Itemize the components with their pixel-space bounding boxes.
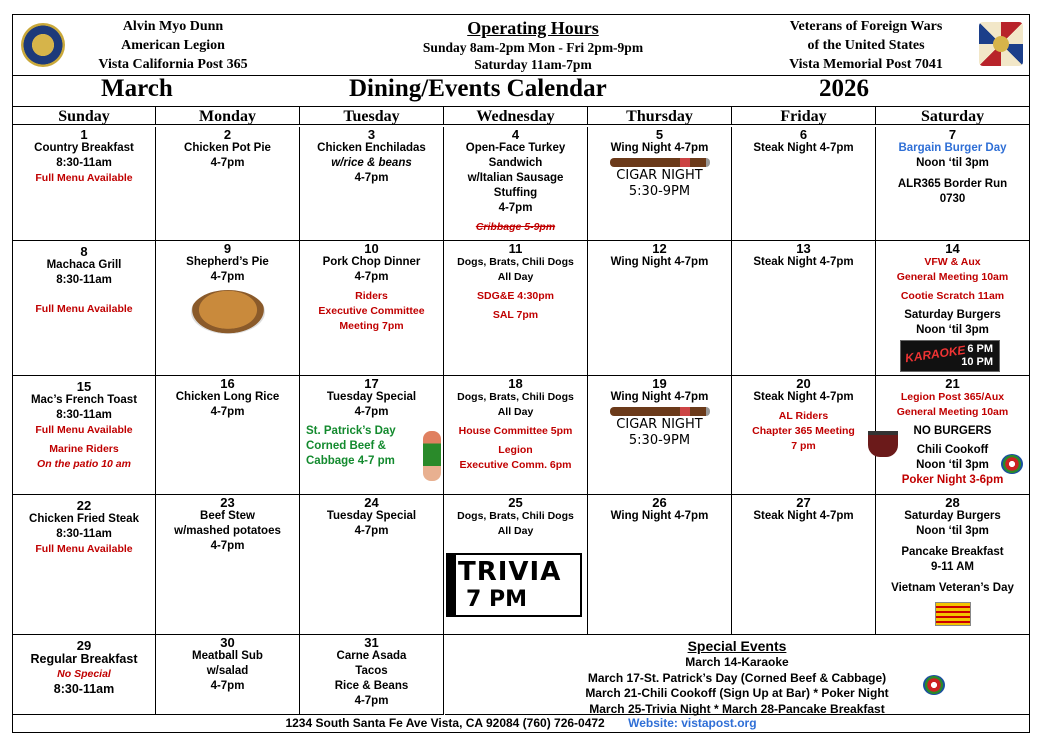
menu-note: Full Menu Available — [35, 172, 133, 184]
menu-item: Steak Night 4-7pm — [753, 256, 854, 268]
day-header-friday: Friday — [732, 107, 876, 125]
day-cell-10 — [300, 241, 444, 376]
event-st-patricks-time: Cabbage 4-7 pm — [306, 455, 395, 467]
day-number: 25 — [508, 495, 523, 510]
menu-note: Full Menu Available — [35, 303, 133, 315]
day-cell-11 — [444, 241, 588, 376]
menu-item-line: Sandwich — [488, 157, 543, 169]
event-marine-riders-time: On the patio 10 am — [37, 458, 131, 470]
menu-item: Wing Night 4-7pm — [610, 510, 709, 522]
calendar-page — [12, 14, 1030, 733]
menu-note: Full Menu Available — [35, 543, 133, 555]
day-cell-17 — [300, 376, 444, 495]
poker-chips-icon — [923, 675, 945, 695]
day-header-tuesday: Tuesday — [300, 107, 444, 125]
calendar-grid — [13, 107, 1029, 715]
menu-item: Steak Night 4-7pm — [753, 510, 854, 522]
menu-time: 4-7pm — [498, 202, 533, 214]
day-number: 15 — [76, 379, 92, 394]
event-border-run: ALR365 Border Run — [897, 178, 1008, 190]
vfw-country: of the United States — [807, 38, 925, 53]
day-number: 18 — [508, 376, 523, 391]
day-cell-29 — [13, 635, 156, 715]
chili-pot-icon — [868, 431, 898, 457]
menu-time: 8:30-11am — [56, 409, 112, 421]
poker-chips-icon — [1001, 454, 1023, 474]
event-sdge: SDG&E 4:30pm — [476, 290, 555, 302]
day-number: 21 — [945, 376, 960, 391]
event-legion-aux: Legion Post 365/Aux — [900, 391, 1005, 403]
event-marine-riders: Marine Riders — [49, 443, 119, 455]
cigar-icon — [610, 158, 710, 167]
menu-item: Chicken Long Rice — [175, 391, 280, 403]
vfw-name: Veterans of Foreign Wars — [789, 19, 943, 34]
event-st-patricks-menu: Corned Beef & — [306, 440, 386, 452]
trivia-night-graphic — [446, 553, 582, 617]
day-number: 1 — [80, 127, 88, 142]
menu-item: Machaca Grill — [46, 259, 122, 271]
menu-item: Chicken Fried Steak — [29, 513, 139, 525]
cigar-night-label: CIGAR NIGHT — [616, 168, 703, 183]
day-header-thursday: Thursday — [588, 107, 732, 125]
calendar-title: Dining/Events Calendar — [349, 75, 607, 102]
day-number: 14 — [945, 241, 960, 256]
menu-time: 4-7pm — [354, 271, 389, 283]
trivia-label: TRIVIA — [458, 557, 562, 587]
menu-time: 8:30-11am — [53, 682, 115, 696]
day-number: 11 — [508, 241, 523, 256]
event-al-riders-time: 7 pm — [791, 440, 816, 452]
no-burgers-notice: NO BURGERS — [913, 425, 992, 437]
legion-post-info — [68, 17, 278, 74]
menu-item: Dogs, Brats, Chili Dogs — [457, 510, 574, 522]
hours-saturday: Saturday 11am-7pm — [474, 57, 592, 72]
event-house-committee: House Committee 5pm — [458, 425, 573, 437]
event-vietnam-veterans-day: Vietnam Veteran’s Day — [891, 582, 1014, 594]
day-cell-30 — [156, 635, 300, 715]
day-header-saturday: Saturday — [876, 107, 1029, 125]
day-number: 28 — [945, 495, 960, 510]
day-number: 22 — [76, 498, 92, 513]
menu-item: Saturday Burgers — [904, 309, 1001, 321]
menu-time: Noon ‘til 3pm — [916, 157, 989, 169]
day-cell-6 — [732, 127, 876, 241]
menu-note: Full Menu Available — [35, 424, 133, 436]
menu-item: Dogs, Brats, Chili Dogs — [457, 391, 574, 403]
legion-post: Vista California Post 365 — [98, 57, 248, 72]
footer-website-link[interactable]: Website: vistapost.org — [628, 716, 757, 730]
menu-side: w/rice & beans — [331, 157, 412, 169]
event-al-riders: AL Riders — [778, 410, 829, 422]
day-cell-21 — [876, 376, 1029, 495]
day-number: 16 — [220, 376, 235, 391]
day-cell-16 — [156, 376, 300, 495]
day-number: 20 — [796, 376, 811, 391]
special-events — [445, 635, 1029, 715]
menu-item-line: w/Italian Sausage — [467, 172, 564, 184]
day-number: 17 — [364, 376, 379, 391]
menu-item: Wing Night 4-7pm — [610, 142, 709, 154]
special-event-line: March 14-Karaoke — [685, 655, 789, 669]
menu-side: w/salad — [206, 665, 249, 677]
day-header-wednesday: Wednesday — [444, 107, 588, 125]
event-cootie-scratch: Cootie Scratch 11am — [900, 290, 1005, 302]
menu-item: Steak Night 4-7pm — [753, 142, 854, 154]
menu-time: 8:30-11am — [56, 528, 112, 540]
day-number: 5 — [655, 127, 664, 142]
cigar-night-time: 5:30-9PM — [628, 184, 691, 199]
day-number: 27 — [796, 495, 811, 510]
menu-time: 8:30-11am — [56, 157, 112, 169]
menu-time: All Day — [497, 525, 534, 537]
day-number: 4 — [511, 127, 520, 142]
menu-side: w/mashed potatoes — [174, 525, 281, 537]
menu-time: 4-7pm — [210, 271, 245, 283]
day-number: 2 — [223, 127, 232, 142]
event-poker-night: Poker Night 3-6pm — [901, 474, 1004, 486]
menu-time: All Day — [497, 271, 534, 283]
footer — [13, 715, 1029, 732]
menu-time: All Day — [497, 406, 534, 418]
menu-time: 8:30-11am — [56, 274, 112, 286]
menu-item: Beef Stew — [200, 510, 255, 522]
menu-time: 4-7pm — [210, 540, 245, 552]
vietnam-ribbon-icon — [935, 602, 971, 626]
event-general-meeting: General Meeting 10am — [896, 406, 1009, 418]
event-general-meeting: General Meeting 10am — [896, 271, 1009, 283]
cigar-icon — [610, 407, 710, 416]
event-al-riders-chapter: Chapter 365 Meeting — [752, 425, 855, 437]
day-cell-25 — [444, 495, 588, 635]
event-bargain-burger: Bargain Burger Day — [898, 142, 1007, 154]
day-number: 26 — [652, 495, 667, 510]
menu-time: 4-7pm — [210, 680, 245, 692]
event-legion-exec: Executive Comm. 6pm — [459, 459, 572, 471]
event-chili-cookoff: Chili Cookoff — [916, 444, 989, 456]
day-cell-3 — [300, 127, 444, 241]
karaoke-graphic — [900, 340, 1000, 372]
day-cell-28 — [876, 495, 1029, 635]
day-number: 10 — [364, 241, 379, 256]
menu-item: Shepherd’s Pie — [186, 256, 269, 268]
event-vfw-aux: VFW & Aux — [924, 256, 981, 268]
cigar-night-graphic — [610, 407, 710, 448]
day-cell-15 — [13, 376, 156, 495]
menu-item: Meatball Sub — [192, 650, 263, 662]
menu-time: 4-7pm — [210, 406, 245, 418]
event-pancake-time: 9-11 AM — [930, 561, 975, 573]
day-cell-13 — [732, 241, 876, 376]
day-cell-27 — [732, 495, 876, 635]
event-riders-committee: Executive Committee — [318, 305, 425, 317]
day-header-sunday: Sunday — [13, 107, 156, 125]
menu-time: 4-7pm — [354, 406, 389, 418]
special-events-title: Special Events — [687, 638, 787, 654]
menu-item: Country Breakfast — [34, 142, 134, 154]
day-cell-2 — [156, 127, 300, 241]
menu-time: Noon ‘til 3pm — [916, 525, 989, 537]
menu-time: 4-7pm — [354, 172, 389, 184]
event-st-patricks: St. Patrick’s Day — [306, 425, 396, 437]
day-cell-9 — [156, 241, 300, 376]
cigar-night-label: CIGAR NIGHT — [616, 417, 703, 432]
operating-hours — [383, 17, 683, 73]
karaoke-label: KARAOKE — [904, 342, 967, 366]
day-cell-23 — [156, 495, 300, 635]
event-legion: Legion — [498, 444, 533, 456]
menu-side: Rice & Beans — [334, 680, 409, 692]
vfw-post-info — [751, 17, 981, 74]
menu-time: 4-7pm — [354, 525, 389, 537]
footer-address: 1234 South Santa Fe Ave Vista, CA 92084 (760) 726-0472 — [285, 716, 605, 730]
menu-time: 4-7pm — [210, 157, 245, 169]
event-riders-time: Meeting 7pm — [339, 320, 404, 332]
day-number: 24 — [364, 495, 379, 510]
menu-item: Open-Face Turkey — [465, 142, 566, 154]
vfw-post: Vista Memorial Post 7041 — [789, 57, 943, 72]
vfw-emblem-icon — [979, 22, 1023, 66]
special-event-line: March 21-Chili Cookoff (Sign Up at Bar) * Poker Night — [585, 686, 889, 700]
event-pancake-breakfast: Pancake Breakfast — [901, 546, 1004, 558]
menu-item: Wing Night 4-7pm — [610, 391, 709, 403]
day-cell-7 — [876, 127, 1029, 241]
event-time: 0730 — [939, 193, 966, 205]
day-cell-20 — [732, 376, 876, 495]
shepherds-pie-image — [191, 290, 265, 334]
day-number: 23 — [220, 495, 235, 510]
special-event-line: March 17-St. Patrick’s Day (Corned Beef & Cabbage) — [587, 670, 887, 685]
legion-name: Alvin Myo Dunn — [122, 19, 224, 34]
karaoke-start: 6 PM — [967, 343, 993, 355]
menu-item: Wing Night 4-7pm — [610, 256, 709, 268]
menu-item-line: Tacos — [355, 665, 388, 677]
header — [13, 15, 1029, 76]
menu-note: No Special — [57, 668, 111, 680]
day-cell-4 — [444, 127, 588, 241]
day-header-monday: Monday — [156, 107, 300, 125]
day-cell-1 — [13, 127, 156, 241]
special-event-line: March 25-Trivia Night * March 28-Pancake Breakfast — [589, 701, 885, 716]
day-number: 19 — [652, 376, 667, 391]
menu-item: Pork Chop Dinner — [322, 256, 421, 268]
day-cell-5 — [588, 127, 732, 241]
day-cell-8 — [13, 241, 156, 376]
title-bar — [13, 75, 1029, 107]
cigar-night-graphic — [610, 158, 710, 199]
day-number: 30 — [220, 635, 235, 650]
day-number: 8 — [80, 244, 88, 259]
day-number: 13 — [796, 241, 811, 256]
menu-item: Dogs, Brats, Chili Dogs — [457, 256, 574, 268]
menu-item: Saturday Burgers — [904, 510, 1001, 522]
cigar-night-time: 5:30-9PM — [628, 433, 691, 448]
day-number: 29 — [76, 638, 92, 653]
event-sal: SAL 7pm — [492, 309, 539, 321]
menu-item: Tuesday Special — [326, 391, 417, 403]
year-title: 2026 — [819, 75, 869, 102]
day-cell-19 — [588, 376, 732, 495]
day-cell-26 — [588, 495, 732, 635]
operating-hours-title: Operating Hours — [467, 18, 599, 38]
american-legion-emblem-icon — [21, 23, 65, 67]
menu-item: Tuesday Special — [326, 510, 417, 522]
day-number: 3 — [367, 127, 376, 142]
month-title: March — [101, 75, 173, 102]
menu-time: Noon ‘til 3pm — [916, 324, 989, 336]
day-cell-24 — [300, 495, 444, 635]
day-cell-31 — [300, 635, 444, 715]
legion-org: American Legion — [121, 38, 225, 53]
menu-item: Steak Night 4-7pm — [753, 391, 854, 403]
trivia-time: 7 PM — [466, 587, 527, 612]
hours-weekday: Sunday 8am-2pm Mon - Fri 2pm-9pm — [422, 40, 644, 55]
event-riders: Riders — [355, 290, 388, 302]
day-cell-12 — [588, 241, 732, 376]
day-number: 31 — [364, 635, 379, 650]
day-number: 9 — [223, 241, 232, 256]
menu-item: Regular Breakfast — [30, 652, 138, 666]
karaoke-end: 10 PM — [961, 356, 993, 368]
menu-time: 4-7pm — [354, 695, 389, 707]
day-cell-18 — [444, 376, 588, 495]
menu-item: Mac’s French Toast — [30, 394, 138, 406]
event-cribbage: Cribbage 5-9pm — [475, 221, 556, 233]
day-number: 6 — [799, 127, 808, 142]
menu-item: Chicken Enchiladas — [317, 142, 426, 154]
menu-time: Noon ‘til 3pm — [916, 459, 989, 471]
menu-item: Carne Asada — [336, 650, 407, 662]
menu-item: Chicken Pot Pie — [184, 142, 271, 154]
trivia-bar-icon — [448, 555, 456, 615]
menu-item-line: Stuffing — [493, 187, 538, 199]
st-patricks-girl-icon — [423, 431, 441, 481]
day-cell-14 — [876, 241, 1029, 376]
day-number: 7 — [948, 127, 957, 142]
day-number: 12 — [652, 241, 667, 256]
day-cell-22 — [13, 495, 156, 635]
